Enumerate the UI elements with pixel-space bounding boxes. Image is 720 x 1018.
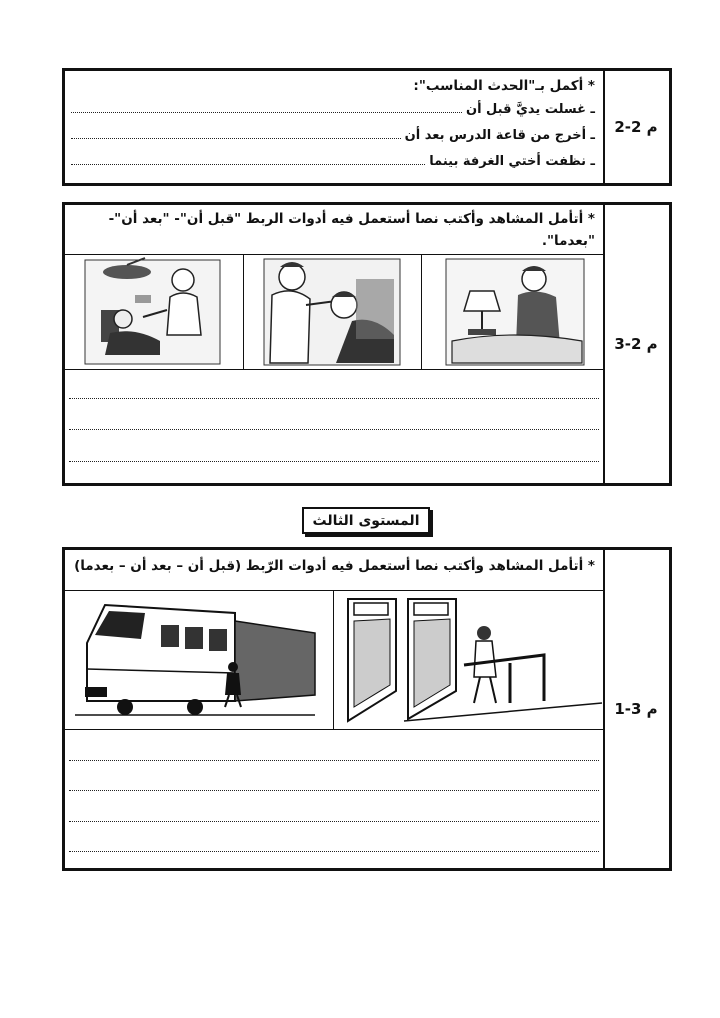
picture-strip-2 <box>65 254 603 370</box>
station-platform-picture <box>333 591 604 729</box>
blank-answer-line[interactable] <box>71 112 462 113</box>
completion-prompt-2: ـ أخرج من قاعة الدرس بعد أن <box>404 128 595 143</box>
writing-line[interactable] <box>69 760 599 761</box>
exercise-instruction-1: * أكمل بـ"الحدث المناسب": <box>413 78 595 94</box>
dentist-chair-drawing <box>65 255 243 369</box>
dentist-chair-picture <box>65 255 243 369</box>
exercise-box-2 <box>62 202 672 486</box>
level-title: المستوى الثالث <box>302 507 430 534</box>
writing-line[interactable] <box>69 429 599 430</box>
blank-answer-line[interactable] <box>71 164 425 165</box>
exercise-box-3 <box>62 547 672 871</box>
completion-prompt-3: ـ نظفت أختي الغرفة بينما <box>429 154 595 169</box>
exercise-content-2 <box>65 205 605 483</box>
exercise-content-3 <box>65 550 605 868</box>
waking-up-picture <box>421 255 604 369</box>
picture-strip-3 <box>65 590 603 730</box>
exercise-code-3: م 3-1 <box>614 700 658 718</box>
writing-line[interactable] <box>69 821 599 822</box>
completion-line-2[interactable] <box>71 121 595 143</box>
completion-line-3[interactable] <box>71 147 595 169</box>
writing-line[interactable] <box>69 398 599 399</box>
exercise-content-1 <box>65 71 605 183</box>
blank-answer-line[interactable] <box>71 138 401 139</box>
exercise-instruction-2-line1: * أتأمل المشاهد وأكتب نصا أستعمل فيه أدوات الربط "قبل أن"- "بعد أن"- <box>108 211 595 227</box>
completion-prompt-1: ـ غسلت يديَّ قبل أن <box>465 102 595 117</box>
completion-line-1[interactable] <box>71 95 595 117</box>
train-drawing <box>65 591 333 729</box>
train-picture <box>65 591 333 729</box>
dentist-examination-drawing <box>244 255 422 369</box>
exercise-instruction-3: * أتأمل المشاهد وأكتب نصا أستعمل فيه أدوات الرّبط (قبل أن – بعد أن – بعدما) <box>74 558 595 574</box>
exercise-box-1 <box>62 68 672 186</box>
writing-line[interactable] <box>69 461 599 462</box>
writing-line[interactable] <box>69 851 599 852</box>
waking-up-drawing <box>422 255 604 369</box>
exercise-code-2: م 2-3 <box>614 335 658 353</box>
dentist-examination-picture <box>243 255 422 369</box>
exercise-code-1: م 2-2 <box>614 118 658 136</box>
writing-line[interactable] <box>69 790 599 791</box>
station-platform-drawing <box>334 591 604 729</box>
exercise-instruction-2-line2: "بعدما". <box>541 233 595 249</box>
